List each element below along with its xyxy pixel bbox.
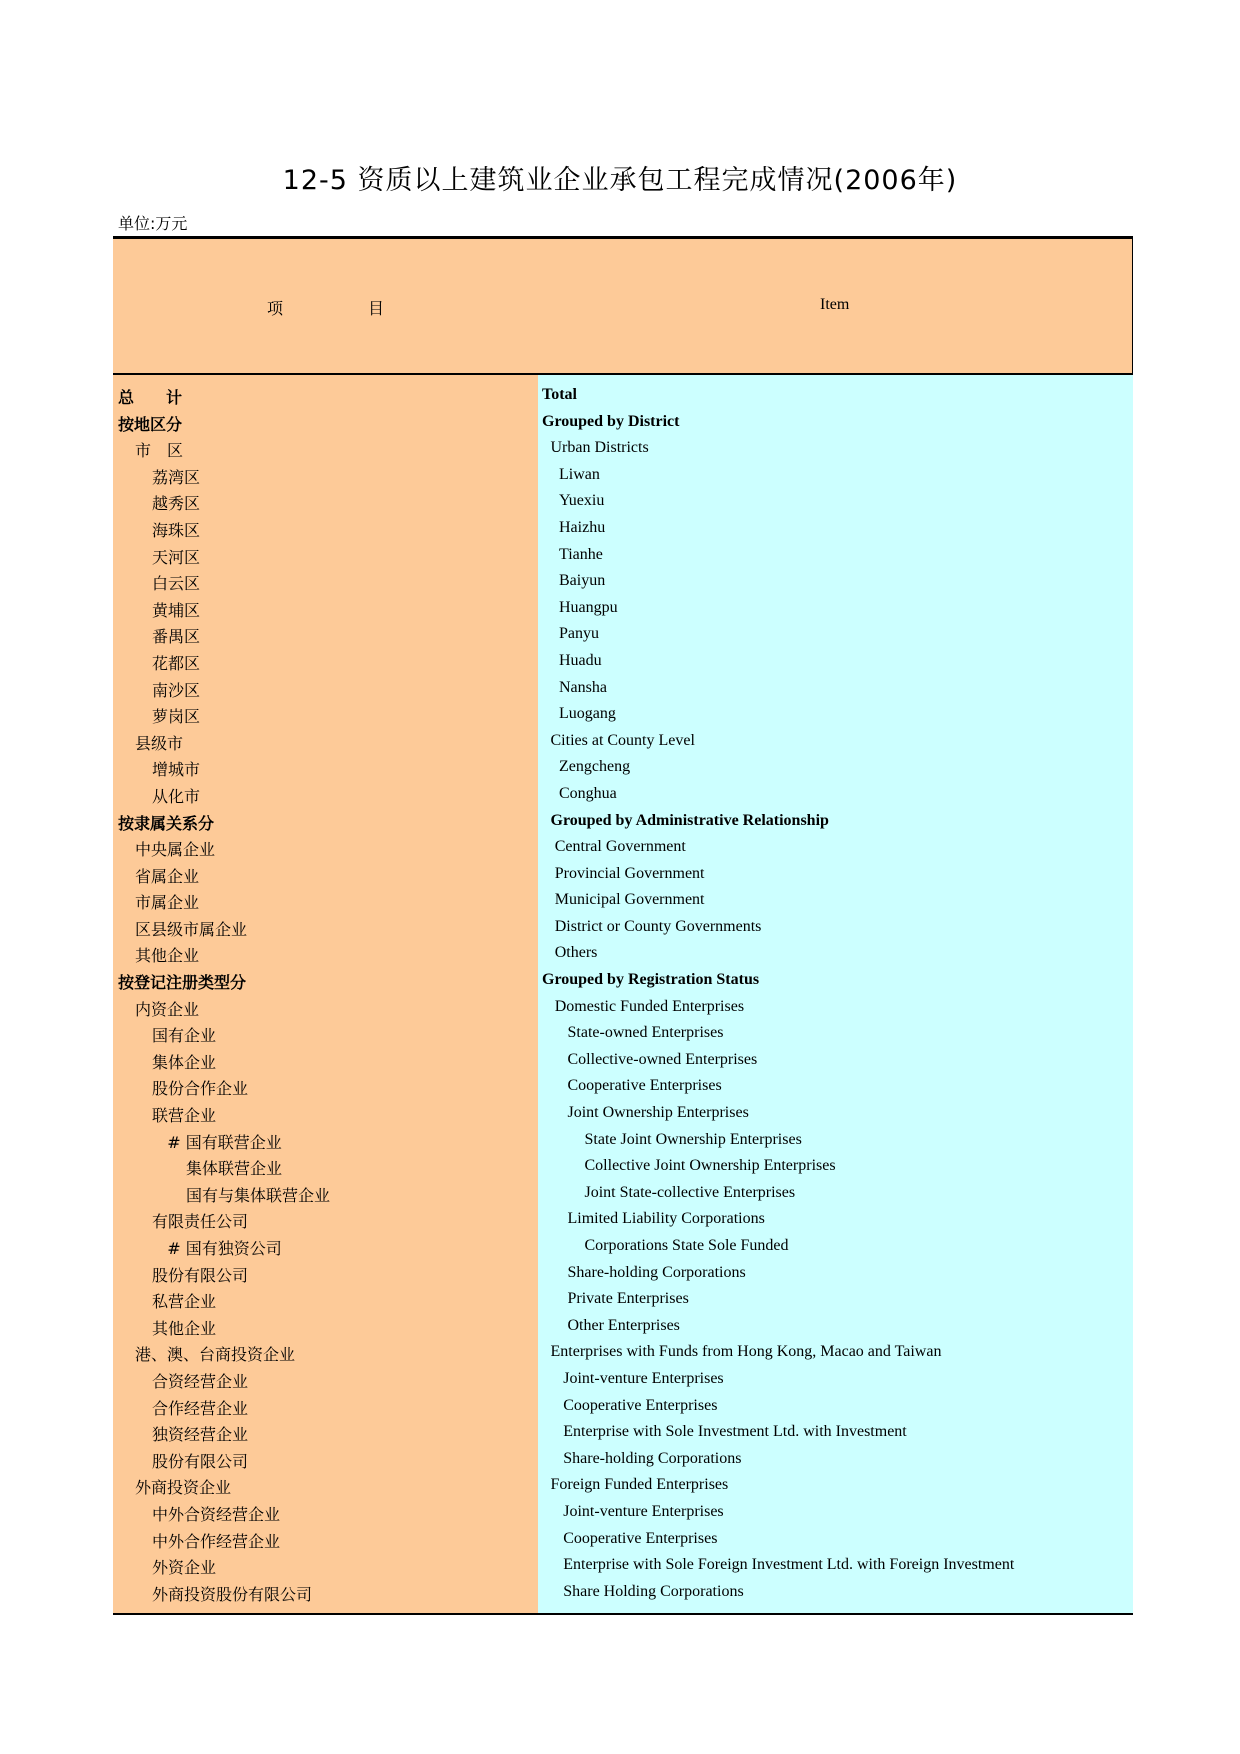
row-label-zh: 荔湾区	[152, 467, 201, 487]
row-label-en: Zengcheng	[559, 758, 631, 776]
row-label-zh: 内资企业	[135, 999, 200, 1019]
row-label-en: Enterprise with Sole Investment Ltd. with Investment	[563, 1423, 907, 1441]
row-label-zh: 中外合作经营企业	[152, 1531, 281, 1551]
row-label-en: Enterprise with Sole Foreign Investment Ltd. with Foreign Investment	[563, 1556, 1015, 1574]
row-label-zh: 国有与集体联营企业	[186, 1185, 331, 1205]
row-label-en: Joint State-collective Enterprises	[584, 1183, 796, 1201]
row-label-zh: 按地区分	[118, 414, 183, 434]
row-label-en: Cooperative Enterprises	[563, 1396, 718, 1414]
table-row	[113, 516, 1133, 543]
table-row	[113, 1314, 1133, 1341]
row-label-en: Domestic Funded Enterprises	[554, 997, 745, 1015]
table-row	[113, 1287, 1133, 1314]
row-label-en: Yuexiu	[559, 492, 605, 510]
row-label-en: Foreign Funded Enterprises	[550, 1476, 729, 1494]
row-label-zh: 省属企业	[135, 866, 200, 886]
row-label-zh: 白云区	[152, 574, 201, 594]
row-label-en: Municipal Government	[554, 891, 705, 909]
row-label-zh: 合作经营企业	[152, 1398, 249, 1418]
table-row	[113, 1553, 1133, 1580]
row-label-zh: 集体企业	[152, 1052, 217, 1072]
row-label-zh: 市 区	[135, 441, 184, 461]
row-label-en: Limited Liability Corporations	[567, 1210, 765, 1228]
row-label-zh: 按隶属关系分	[118, 813, 215, 833]
table-rows	[113, 383, 1133, 1606]
row-label-en: Private Enterprises	[567, 1290, 689, 1308]
row-label-en: Baiyun	[559, 572, 606, 590]
row-label-en: Enterprises with Funds from Hong Kong, Macao and Taiwan	[550, 1343, 942, 1361]
table-row	[113, 729, 1133, 756]
table-row	[113, 1261, 1133, 1288]
row-label-zh: 合资经营企业	[152, 1371, 249, 1391]
row-label-zh: 中外合资经营企业	[152, 1504, 281, 1524]
row-label-en: Share-holding Corporations	[567, 1263, 746, 1281]
table-row	[113, 649, 1133, 676]
row-label-en: Share Holding Corporations	[563, 1582, 744, 1600]
row-label-en: State-owned Enterprises	[567, 1024, 724, 1042]
row-label-zh: 集体联营企业	[186, 1159, 283, 1179]
row-label-en: Corporations State Sole Funded	[584, 1237, 789, 1254]
row-label-zh: 县级市	[135, 733, 184, 753]
table-row	[113, 1473, 1133, 1500]
page-title: 12-5 资质以上建筑业企业承包工程完成情况(2006年)	[282, 165, 958, 196]
row-label-en: Haizhu	[559, 518, 606, 536]
row-label-en: Urban Districts	[550, 439, 649, 457]
row-label-zh: 区县级市属企业	[135, 919, 248, 939]
row-label-zh: 南沙区	[152, 680, 201, 700]
row-label-en: Grouped by District	[542, 412, 680, 430]
header-item-zh-part2: 目	[368, 299, 385, 318]
row-label-zh: 市属企业	[135, 893, 200, 913]
row-label-zh: 股份合作企业	[152, 1079, 249, 1099]
table-row	[113, 1154, 1133, 1181]
table-row	[113, 410, 1133, 437]
row-label-en: Provincial Government	[554, 864, 705, 882]
row-label-zh: 国有企业	[152, 1026, 217, 1046]
header-item-zh-part1: 项	[267, 299, 284, 318]
row-label-en: Conghua	[559, 784, 617, 802]
row-label-zh: 其他企业	[135, 946, 200, 966]
row-label-en: Joint-venture Enterprises	[563, 1369, 724, 1387]
data-table	[113, 236, 1133, 1616]
table-row	[113, 1207, 1133, 1234]
table-row	[113, 1021, 1133, 1048]
row-label-zh: 番禺区	[152, 627, 201, 647]
row-label-zh: 按登记注册类型分	[118, 973, 247, 993]
row-label-en: Tianhe	[559, 545, 603, 563]
row-label-en: Huadu	[559, 651, 602, 669]
row-label-zh: 花都区	[152, 653, 201, 673]
row-label-zh: 股份有限公司	[152, 1265, 249, 1285]
row-label-zh: 其他企业	[152, 1318, 217, 1338]
row-label-en: Collective-owned Enterprises	[567, 1050, 758, 1068]
table-row	[113, 1074, 1133, 1101]
row-label-en: Nansha	[559, 678, 607, 696]
row-label-en: Collective Joint Ownership Enterprises	[584, 1157, 836, 1175]
row-label-zh: 私营企业	[152, 1292, 217, 1312]
row-label-zh: 中央属企业	[135, 840, 216, 860]
table-row	[113, 1367, 1133, 1394]
table-row	[113, 1394, 1133, 1421]
row-label-en: Joint Ownership Enterprises	[567, 1104, 749, 1122]
row-label-en: Cooperative Enterprises	[567, 1077, 722, 1095]
table-row	[113, 596, 1133, 623]
table-row	[113, 1527, 1133, 1554]
row-label-zh: 天河区	[152, 547, 201, 567]
table-row	[113, 1580, 1133, 1607]
table-header	[113, 239, 1133, 375]
table-row	[113, 622, 1133, 649]
row-label-en: Cooperative Enterprises	[563, 1529, 718, 1547]
row-label-zh: # 国有联营企业	[167, 1132, 282, 1152]
table-row	[113, 1181, 1133, 1208]
table-row	[113, 489, 1133, 516]
row-label-en: Central Government	[554, 838, 686, 856]
row-label-zh: 增城市	[152, 760, 201, 780]
table-row	[113, 809, 1133, 836]
row-label-zh: 从化市	[152, 786, 201, 806]
row-label-zh: 港、澳、台商投资企业	[135, 1345, 296, 1365]
row-label-en: State Joint Ownership Enterprises	[584, 1130, 802, 1148]
table-row	[113, 862, 1133, 889]
row-label-zh: # 国有独资公司	[167, 1239, 282, 1258]
row-label-en: Other Enterprises	[567, 1316, 680, 1334]
table-row	[113, 1447, 1133, 1474]
row-label-zh: 外商投资企业	[135, 1478, 232, 1498]
table-row	[113, 1128, 1133, 1155]
unit-label: 单位:万元	[118, 214, 188, 233]
row-label-zh: 海珠区	[152, 520, 201, 540]
header-item-en: Item	[820, 296, 850, 313]
table-row	[113, 782, 1133, 809]
table-row	[113, 1048, 1133, 1075]
table-row	[113, 1500, 1133, 1527]
table-row	[113, 915, 1133, 942]
table-row	[113, 543, 1133, 570]
row-label-en: Share-holding Corporations	[563, 1449, 742, 1467]
bottom-rule	[113, 1613, 1133, 1615]
row-label-en: Luogang	[559, 705, 616, 723]
table-row	[113, 888, 1133, 915]
row-label-zh: 独资经营企业	[152, 1425, 249, 1445]
table-row	[113, 941, 1133, 968]
row-label-en: District or County Governments	[554, 917, 762, 935]
table-row	[113, 1420, 1133, 1447]
table-row	[113, 835, 1133, 862]
table-row	[113, 569, 1133, 596]
table-row	[113, 676, 1133, 703]
row-label-en: Others	[554, 944, 598, 962]
row-label-zh: 外资企业	[152, 1558, 217, 1578]
row-label-zh: 外商投资股份有限公司	[152, 1584, 313, 1604]
row-label-zh: 联营企业	[152, 1106, 217, 1126]
table-row	[113, 1234, 1133, 1261]
table-row	[113, 436, 1133, 463]
table-row	[113, 995, 1133, 1022]
table-row	[113, 463, 1133, 490]
table-row	[113, 755, 1133, 782]
row-label-en: Total	[542, 386, 577, 403]
row-label-en: Panyu	[559, 625, 599, 643]
row-label-zh: 有限责任公司	[152, 1212, 249, 1232]
table-row	[113, 968, 1133, 995]
row-label-en: Cities at County Level	[550, 731, 695, 749]
table-row	[113, 383, 1133, 410]
row-label-en: Huangpu	[559, 598, 618, 616]
row-label-en: Liwan	[559, 465, 600, 483]
row-label-zh: 总 计	[118, 388, 183, 407]
table-row	[113, 702, 1133, 729]
row-label-en: Grouped by Registration Status	[542, 971, 760, 989]
row-label-zh: 萝岗区	[152, 707, 201, 727]
row-label-en: Grouped by Administrative Relationship	[550, 811, 829, 829]
row-label-zh: 股份有限公司	[152, 1451, 249, 1471]
row-label-zh: 越秀区	[152, 494, 201, 514]
row-label-zh: 黄埔区	[152, 600, 201, 620]
table-row	[113, 1340, 1133, 1367]
row-label-en: Joint-venture Enterprises	[563, 1502, 724, 1520]
table-row	[113, 1101, 1133, 1128]
